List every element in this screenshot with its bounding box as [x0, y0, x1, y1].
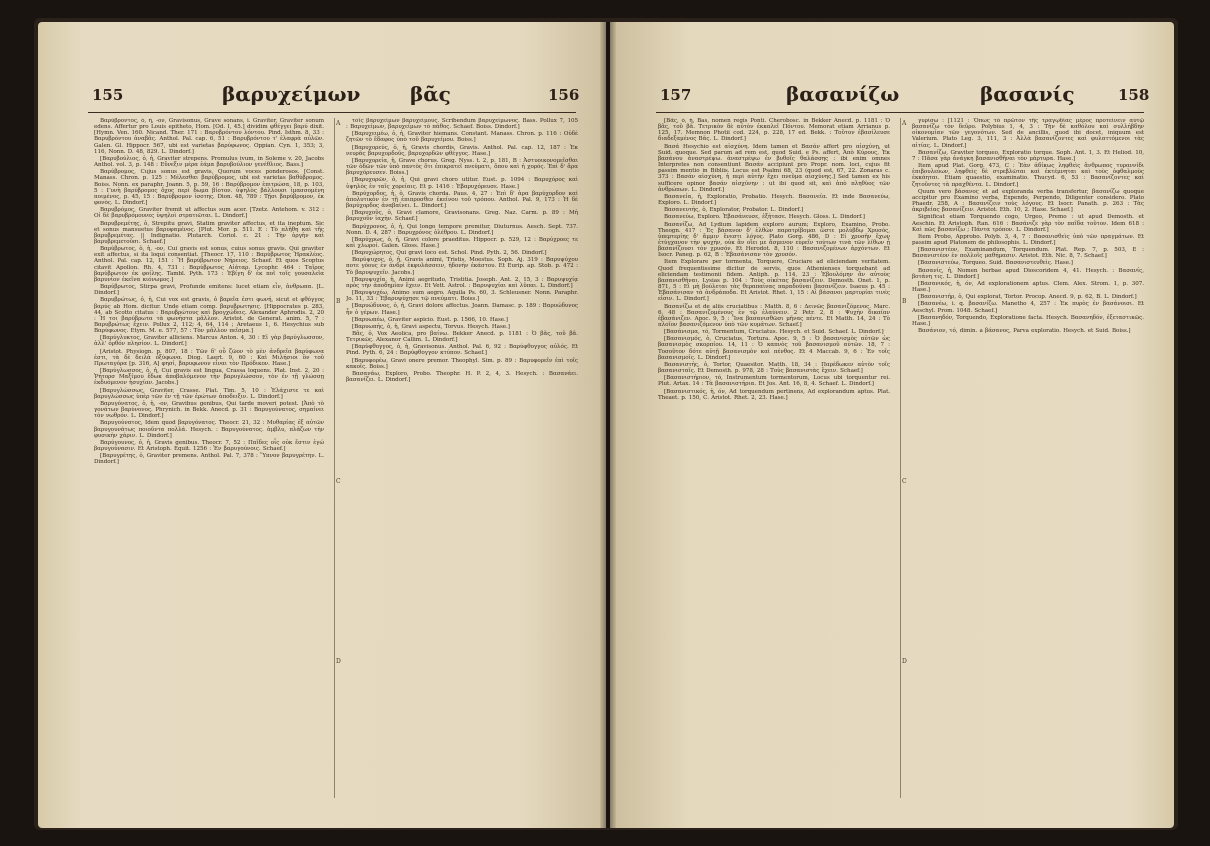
dictionary-entry: [Βαρυγλώσσως, Graviter, Crasse. Plat. Tim. 5, 10 : Ἐλάχιστε τε καὶ βαρυγλώσσως ὑπὲρ τῶν ἐν τῇ τῶν ἐρώτων ἀποδειξιν. L. Dindorf.]: [94, 387, 324, 400]
right-page: [610, 22, 1174, 828]
page-number-155: 155: [92, 86, 124, 104]
margin-letter-a-right: A: [902, 120, 907, 127]
page-number-156: 156: [548, 86, 580, 104]
dictionary-entry: Βαρυβρώτως, ὁ, ἡ, Cui vox est gravis, ὁ βαρεῖα ἐστι φωνή, sicut et φθόγγος βαρύς ab Hom. dicitur. Unde etiam comp. βαρυβρωτησις. [Hippocrates p. 283, 44, ab Scotto citatus : Βαρυβρώτους καὶ βρογχώδεις. Alexander Aphrodis. 2, 20 : Ἡ τοι βαρύβρωτα τὰ φωνήστα μᾶλλον. Aristot. de Generat. anim. 5, 7 : Βαρυβρώτως ἔχειν. Pollux 2, 112; 4, 64, 114 ; Aretaeus 1, 6. Hesychius sub Βαρύφωνος. Etym. M. e. 577, 57 : Τὸν μᾶλλον πεῖσμα.]: [94, 297, 324, 335]
column-left-2: [346, 118, 578, 798]
dictionary-entry: [Aristot. Physiogn. p. 807, 18 : Τῶν δ' οὖ ζῶον τὸ μὲν ἀνδρεῖα βαρύφωνα ἐστι, τὰ δὲ δειλὰ ὀξύφωνα. Diog. Laert. 9, 60 : Καὶ Μιλήσιοι ὃν τοῦ Πρωταγόρα [p. 316, A] φησί, βαρυφωνον εἶναι τὸν Πρόδικον. Hase.]: [94, 348, 324, 367]
dictionary-entry: τοῖς βαρυχείμων βαρυχείμους. Scribendum βαρυχείμωνος. Bass. Pollux 7, 105 : Βαρυχείμων, βαρυχείμων τὸ πάθος. Schaef. Boiss. Dindorf.]: [346, 118, 578, 131]
dictionary-entry: [Βασανιστέον, Examinandum, Torquendum. Plat. Rep. 7, p. 503, E : Βασανιστέον ἐν πολλοῖς μαθήμασιν. Aristot. Eth. Nic. 8, 7. Schaef.]: [912, 247, 1144, 260]
dictionary-entry: [Βαρυωπής, ὁ, ἡ, Gravi aspectu, Torvus. Hesych. Hase.]: [352, 323, 510, 330]
dictionary-entry: [Βασανιστεύω, Torqueo. Suid. Βασανιστευθεὶς. Hase.]: [918, 260, 1073, 267]
dictionary-entry: [Βασανηδόν, Torquendo, Exploratione facta. Hesych. Βασανηδόν, ἐξεταστικῶς. Hase.]: [912, 314, 1144, 327]
column-divider-right: [900, 118, 901, 798]
dictionary-entry: Βαρυγόνατος, ὁ, ἡ, -ον, Gravibus genibus, Qui tarde moveri potest. [Ἀπὸ τὸ γονάτων βαρύνονος. Phrynich. in Bekk. Anecd. p. 31 : Βαρυγούνατος, σημαίνει τὸν νωθρόν. L. Dindorf.]: [94, 400, 324, 420]
dictionary-entry: γυρίσω : [1121 : Ὅπως τὸ πρῶτον τῆς τραγῳδίας μέρος προτείνειν αὐτῷ βασανίζω τὸν δεῦρο. Polybius 1, 4, 3 : Τὴν δὲ καθόλου καὶ συλλήβδην οἰκονομίαν τῶν γεγονότων. Sed de ancillis, quod ibi docet, iniquum est Valerium. Plato Leg. 3, 111, 3 : Ἀλλὰ βασανίζοντες καὶ φυλαττόμενοι τὰς αἰτίας. L. Dindorf.]: [912, 118, 1144, 149]
dictionary-entry: [Βαρύγλυκτος, Graviter alliciens. Marcus Anton. 4, 30 : Εἰ γὰρ βαρύγλωσσον, ἀλλ' ὀρθόν πλησίον. L. Dindorf.]: [94, 335, 324, 348]
dictionary-entry: Βαρυγούνατος, Idem quod βαρυγόνατος. Theocr. 21, 32 : Μυθαρίας ἐξ αὐτῶν βαρυγουνάτως ποιοῦντα πολλά. Hesych. : Βαρυγούνατος. ἀμβλυ, πλάζων τὴν φυσικὴν χάριν. L. Dindorf.]: [94, 420, 324, 439]
dictionary-entry: [Βαρυγρέτης, ὁ, Graviter premens. Anthol. Pal. 7, 378 : Ὕπνον βαρυγρέτην. L. Dindorf.]: [94, 453, 324, 466]
dictionary-entry: [Βαρύφθογγος, ὁ, ἡ, Gravisonus. Anthol. Pal. 6, 92 : Βαρύφθογγος αὐλός. Et Pind. Pyth. 6, 24 : Βαρύφθογγον κτύπον. Schaef.]: [346, 344, 578, 357]
dictionary-entry: Βασά Hesychio est αἰσχύνη. Idem tamen et Βασάν affert pro αἰσχύνῃ, ut Suid. quoque. Sed parum ad rem est, quod Suid. e Ps. affert, Ἀπὸ Κύρους, Ἐκ βασάνου ἀναστρέψω. ἀναστρέψω ἐν βυθοῖς θαλάσσης : ibi enim omnes Interpretes non consentiunt Βασάν accipiunt pro Propr. nom. loci, cujus fit passim mentio in Bibliis. Locus est Psalmi 68, 23 (quod est, 67, 22. Zonaras c. 373 : Βασάν αἰσχύνη, ἡ περὶ αὐτὴν ἔχει πνεῦμα αἰσχύνης.] Sed tamen ex his sufficere opinor βασάν αἰσχύνην : ut ibi quod sit, καὶ ἀπὸ πληθὺος τῶν ἀνθρώπων. L. Dindorf.]: [658, 143, 890, 193]
dictionary-entry: Item Probo, Approbo. Polyb. 3, 4, 7 : Βασανισθεὶς ὑπὸ τῶν πραγμάτων. Et passim apud Platonem de philosophis. L. Dindorf.]: [912, 233, 1144, 246]
dictionary-entry: [Βαρυχοῦς, ὁ, Gravi clamore, Gravisonans. Greg. Naz. Carm. p. 89 : Μὴ βαρυχοῦν ἰαχὴν. Schaef.]: [346, 210, 578, 223]
dictionary-entry: [Βαρυβούλιος, ὁ, ἡ, Graviter strepens. Promulus ivum, in Soleme v. 20, Jacobs Anthol. vol. 3, p. 148 : Εὔνεξιν μὲρα ἐάμα βαρυβούλιον γενέθλιος. Bass.]: [94, 155, 324, 169]
dictionary-entry: [Βαρύχρως, ὁ, ἡ, Gravi colore praeditus. Hippocr. p. 529, 12 : Βαρύχροες τε καὶ χλωροί. Galen. Gloss. Hase.]: [346, 236, 578, 249]
dictionary-entry: [Βασανιστήρ, ὁ, Qui explorat, Tortor. Procop. Anecd. 9, p. 62, B. L. Dindorf.]: [918, 294, 1137, 301]
left-page: [38, 22, 606, 828]
dictionary-entry: [Βαρυχώρητος, Qui gravi loco est. Schol. Pind. Pyth. 2, 56. Dindorf.]: [352, 250, 547, 257]
book-spread: [34, 18, 1178, 830]
dictionary-entry: Βαρύβρωτος, Stirpa gravi, Profunde emitens: lucet etiam εἶν, ἀνθρωπα. [L. Dindorf.]: [94, 284, 324, 297]
dictionary-entry: [Βαρυφορέω, Gravi onere premor. Theophyl. Sim. p. 89 : Βαρυφορεῖν ἐπὶ τοῖς κακοῖς. Boiss.]: [346, 357, 578, 370]
dictionary-entry: Βασανίζω, Ad Lydium lapidem exploro aurum; Exploro, Examino, Probo. Theogn. 417 : Ἐς βάσανον δ' ἐλθὼν παρατρίβομαι ὥστε μολύβδῳ Χρυσός, ὑπερτερίης δ' ἄμμιν ἔνεστι λόγος. Plato Gorg. 486, D : Εἰ χρυσῆν ἔχων ἐτύγχανον τὴν ψυχήν, οὐκ ἂν οἴει με ἄσμενον εὑρεῖν τούτων τινὰ τῶν λίθων ᾗ βασανίζουσι τὸν χρυσόν. Et Herodot. 8, 110 : Βασανιζομένων ἀρχόντων. Et Isocr. Paneg. p. 62, B : Ἐβασάνισαν τὸν χρυσόν.: [658, 221, 890, 259]
headword-right: βασανίζω: [786, 82, 900, 106]
running-head-right: [610, 82, 1174, 116]
dictionary-entry: Βασανιστής, ὁ, Tortor, Quaesitor. Matth. 18, 34 : Παρέδωκεν αὐτὸν τοῖς βασανισταῖς. Et Demosth. p. 978, 28 : Τοὺς βασανιστὰς ἔχειν. Schaef.]: [658, 361, 890, 375]
dictionary-entry: [Βαρυωπέω, Graviter aspicio. Eust. p. 1566, 10. Hase.]: [352, 316, 508, 323]
dictionary-entry: [Βαρυψυχέω, Animo sum aegro. Aquila Ps. 60, 3. Schleusner. Nonn. Paraphr. Jo. 11, 33 : Ἐβαρυψύχησε τῷ πνεύματι. Boiss.]: [346, 290, 578, 303]
dictionary-entry: [Βασανισμός, ὁ, Cruciatus, Tortura. Apoc. 9, 5 : Ὁ βασανισμὸς αὐτῶν ὡς βασανισμὸς σκορπίου. 14, 11 : Ὁ καπνὸς τοῦ βασανισμοῦ αὐτῶν. 18, 7 : Τοσοῦτον δότε αὐτῇ βασανισμὸν καὶ πένθος. Et 4 Maccab. 9, 6 : Ἐν τοῖς βασανισμοῖς. L. Dindorf.]: [658, 336, 890, 361]
dictionary-entry: [Βαρυχειμέω, ὁ, ἡ, Graviter hiemans. Constant. Manass. Chron. p. 116 : Οὐδὲ ζητῶν τὸ ἔδαφος ὑπὸ τοῦ βαρυχείμου. Boiss.]: [346, 131, 578, 144]
margin-letter-a: A: [336, 120, 341, 127]
column-left-1: [94, 118, 324, 798]
margin-letter-c-right: C: [902, 478, 907, 485]
dictionary-entry: Βαρύγουνος, ὁ, ἡ, Gravis genibus. Theocr. 7, 52 : Παῖδες οἷς οὐκ ἔστιν ἐγώ βαρυγούνασιν. Et Aristoph. Equit. 1256 : Ἐν βαρυγούνοις. Schaef.]: [94, 439, 324, 452]
dictionary-entry: Βασανάω, Exploro, Probo. Theophr. H. P. 2, 4, 3. Hesych. : Βασανάει. βασανίζει. L. Dindorf.]: [346, 370, 578, 384]
dictionary-entry: [Βασάνισμα, τό, Tormentum, Cruciatus. Hesych. et Suid. Schaef. L. Dindorf.]: [664, 329, 884, 336]
column-divider: [334, 118, 335, 798]
dictionary-entry: Βᾶς, ὁ, Vox Aeolica, pro βαίνω. Bekker Anecd. p. 1181 : Ὁ βᾶς, τοῦ βᾶ. Τετρικῶς. Alexanor Callim. L. Dindorf.]: [346, 331, 578, 344]
dictionary-entry: [Βασανιστήριον, τό, Instrumentum tormentorum, Locus ubi torquentur rei. Plut. Artax. 14 : Τὰ βασανιστήρια. Et Jos. Ant. 16, 8, 4. Schaef. L. Dindorf.]: [658, 375, 890, 388]
header-rule-right: [656, 112, 1144, 113]
dictionary-entry: Βαρύβρομος, Cujus sonus est gravis, Quorum voces ponderosos. [Const. Manass. Chron. p. 125 : Μέλεσθαι βαρύβρομος, ubi est varietas βαθύβρομος. Boiss. Nonn. ex paraphr. Joann. 5, p. 59, 16 : Βαρύβρομον ἐπιτρώσα, 18, p. 103, 5 : Γυνὴ βαρύβρομος ὄχος περὶ δωμα βίοτον. ὑψηλὸς βάλλουσι ἱμασσομένη ποιμένος, p. 45, 15 : Βαρύβρομον ἰσοτης. Dion. 48, 789 : Τῇσι βαρύβρομον, ἐκ φονὸς. L. Dindorf.]: [94, 169, 324, 207]
headword-left-b: βᾶς: [410, 82, 451, 106]
dictionary-entry: Βασάνιον, τό, dimin. a βάσανος, Parva exploratio. Hesych. et Suid. Boiss.]: [918, 328, 1131, 334]
dictionary-entry: Quum vero βάσανος et ad exploranda verba transfertur, βασανίζω quoque accipitur pro Examino verba, Expendo, Perpendo, Diligenter considero. Plato Phaedr. 258, A : Βασανίζειν τοὺς λόγους. Et Isocr. Panath. p. 263 : Τὰς ἀκριβείας βασανίζειν. Aristot. Eth. 10, 2. Hase. Schaef.]: [912, 188, 1144, 214]
dictionary-entry: Βαρύψυχος, ὁ, ἡ, Gravis animi, Tristis, Moestus. Soph. Aj. 319 : Βαρυψύχου ποτε γόους ἐν ἀνδρὶ ἐκφυλάσσειν, ἡδονὴν ἑκάστου. Et Eurip. ap. Stob. p. 472 : Τὸ βαρυψυχεῖν. Jacobs.]: [346, 257, 578, 276]
dictionary-entry: Item Explorare per tormenta, Torquere, Cruciare ad eliciendam veritatem. Quod frequentissime dicitur de servis, quos Athenienses torquebant ad eliciendam testimonii fidem. Antiph. p. 114, 23 : Ἐβουλόμην ἂν αὐτοὺς βασανισθῆναι. Lysias p. 104 : Τοὺς οἰκέτας βασανίζειν. Demosth. Onet. 1, p. 871, 5 : Εἰ μὴ βούλεται τὰς θεραπαίνας παραδοῦναι βασανίζειν. Isaeus p. 45 : Ἐβασάνισαν τὰ ἀνδράποδα. Et Aristot. Rhet. 1, 15 : Αἱ βάσανοι μαρτυρίαι τινές εἰσιν. L. Dindorf.]: [658, 259, 890, 303]
dictionary-entry: Βαρύβροντος, ὁ, ἡ, -ον, Gravisonus, Grave sonans, i. Graviter, Graviter sonum edens. Affertur pro Louis epitheto, Hom. [Od. I, 45.] dividim φθέγγει βαρύ dixit. [Hymn. Ven. 160. Nicand. Ther. 171 : Βαρυβρόντου λόντου. Pind. Isthm. 8, 33 : Βαρυβρόντου ἀναβᾶς. Anthol. Pal. cap. 6, 51 : Βαρυβρόντου τ' ἐλαφρὰ αὐλῶν. Galen. Gl. Hippocr. 567, ubi est varietas βαρύφωνος. Oppian. Cyn. 1, 353; 3, 116, Nonn. D. 48, 829. L. Dindorf.]: [94, 118, 324, 155]
column-right-1: [658, 118, 890, 798]
dictionary-entry: Βαρύχρονος, ὁ, ἡ, Qui longo tempore premitur, Diuturnus. Aesch. Sept. 737. Nonn. D. 4, 287 : Βαρυχρόνος ὀλέθρου. L. Dindorf.]: [346, 223, 578, 236]
columns-left: [94, 118, 578, 798]
headword-left: βαρυχείμων: [222, 82, 361, 106]
page-number-158: 158: [1118, 86, 1150, 104]
margin-letter-d: D: [336, 658, 341, 665]
dictionary-entry: Βασανίς, ἡ, Nomen herbae apud Dioscoridem 4, 41. Hesych. : Βασανίς, βοτάνη τις. L. Dindorf.]: [912, 267, 1144, 280]
dictionary-entry: [Βαρυχορεία, ἡ, Grave chorus. Greg. Nyss. t. 2, p. 181, B : Ἀστυοικονομεῖσθαι τῶν ὁδῶν τῶν ὑπὸ παντὸς ὅτι ἐπικρατεῖ πνεύματι, ὅπου καὶ ἡ χορός. Ἐπὶ δ' ἄρα βαρυχόρευσεν. Boiss.]: [346, 157, 578, 177]
running-head-left: [38, 82, 606, 116]
dictionary-entry: [Βασανικός, ἡ, όν, Ad explorationem aptus. Clem. Alex. Strom. 1, p. 307. Hase.]: [912, 280, 1144, 294]
dictionary-entry: [Βᾶς, ὁ, ἡ, Bas, nomen regis Ponti. Cherobosc. in Bekker Anecd. p. 1181 : Ὁ βᾶς, τοῦ βᾶ. Τετρικὸν δὲ αὐτὸν ἐκκαλεῖ Πόντου. Memorat etiam Arrianus p. 125, 17. Memnon Photii cod. 224, p. 228, 17 ed. Bekk. : Τοῦτον ἐβασίλευσε διαδεξαμένος Βᾶς. L. Dindorf.]: [658, 118, 890, 143]
dictionary-entry: Βασανευτής, ὁ, Explorator, Probator. L. Dindorf.]: [664, 207, 804, 214]
book-gutter: [600, 22, 616, 828]
dictionary-entry: Βαρύχορδος, ἡ, ὁ, Gravis chorda. Paus. 4, 27 : Ἐπὶ δ' ἀρα βαρύχορδον καὶ ἀπολυτικὸν ἐν τῇ ἐπιπροσθεν ἐκείνου τοῦ τρόπου. Anthol. Pal. 9, 173 : Ἡ δὲ βαρύχορδος ἀναβαίνει. L. Dindorf.]: [346, 190, 578, 210]
dictionary-entry: [Βαρυχορεύς, ὁ, ἡ, Gravis chordis, Gravis. Anthol. Pal. cap. 12, 187 : Ἐκ νευρᾶς βαρυχορδοῦς, βαρυχορδῶν φθέγγος. Hase.]: [346, 144, 578, 157]
dictionary-entry: [Βασανέω, i. q. βασανίζω. Manetho 4, 257 : Ἐκ πυρὸς ἐν βασάνοισι. Et Aeschyl. Prom. 1048. Schaef.]: [912, 301, 1144, 314]
column-right-2: [912, 118, 1144, 798]
dictionary-entry: Βασανίζω, Graviter torqueo, Exploratio torque. Soph. Ant. 1, 3. Et Heliod. 10, 7 : Πᾶσα γὰρ ἀνάγκη βασανισθῆναι τὸν μάρτυρα. Hase.]: [912, 149, 1144, 162]
dictionary-entry: Βαρυβρεμέτης, ὁ, Strepitu gravi, Statim graviter affectus, et ita ineptum. Sic et sonus mansuetus βαρυφαμένος. [Plut. Mor. p. 511. Ε : Τὸ πλῆθη καὶ τῆς βαρυβρεμέτας. || Indignatio. Plutarch. Coriol. c. 21 : Τὴν ὀργὴν καὶ βαρυβρεμετοῦσι. Schaef.]: [94, 220, 324, 245]
dictionary-entry: [Βαρυχορῶν, ὁ, ἡ, Qui gravi choro utitur. Eust. p. 1094 : Βαρυχόρος καὶ ὑψηλὸς ἐν ταῖς χορείαις. Et p. 1416 : Ἐβαρυχόρευσε. Hase.]: [346, 177, 578, 190]
page-number-157: 157: [660, 86, 692, 104]
headword-right-b: βασανίς: [980, 82, 1075, 106]
dictionary-entry: [Βαρυώδυνος, ὁ, ἡ, Gravi dolore affectus. Joann. Damasc. p. 189 : Βαρυώδυνος ἦν ὁ γέρων. Hase.]: [346, 303, 578, 316]
columns-right: [658, 118, 1144, 798]
dictionary-entry: Βασανεία, ἡ, Exploratio, Probatio. Hesych. Βασανεία. Et inde Βασανεύω, Exploro. L. Dindorf.]: [658, 193, 890, 207]
margin-letter-d-right: D: [902, 658, 907, 665]
dictionary-entry: [Βαρύγλωσσος, ὁ, ἡ, Cui gravis est lingua, Crassa loquens. Plat. Inst. 2, 20 : Ῥήτορσ Μαξίμου ἔδωκ ἀποβαλόμενον τὴν βαρυγλώσσον, τὸν ἐν τῇ γλώσσῃ ἐκδυόμενον ἡσυχίαν. Jacobs.]: [94, 368, 324, 387]
header-rule-left: [88, 112, 576, 113]
dictionary-entry: Βασανεύω, Exploro. Ἐβασάνευσε, ἐξήτασε. Hesych. Gloss. L. Dindorf.]: [664, 214, 865, 221]
margin-letter-c: C: [336, 478, 341, 485]
margin-letter-b-right: B: [902, 298, 907, 305]
dictionary-entry: Βαρύβρωτος, ὁ, ἡ, -ον, Cui gravis est sonus, cuius sonus gravis. Qui graviter exit affectus, si ita loqui consentiat. [Theocr. 17, 110 : Βαρύβρωτος Ἡρακλέος. Anthol. Pal. cap. 12, 151 : Ἢ βαρύβρωτον Νήρειος. Schaef. Et quos Scoptus citavit Apollon. Rh. 4, 731 : Βαρύβρωτος Αἰάταρ. Lycophr. 464 : Ταῖρος βαρύβρωτον ἐκ φοίλης. Tambl. Pyth. 173 : Ἐβίγη δ' ἐκ ποῖ τοῖς γουσαλεῖα βαρυνίον ἐκεῖνα κιόνωμος.]: [94, 246, 324, 283]
dictionary-entry: Βασανίζω et de aliis cruciatibus : Matth. 8, 6 : Δεινῶς βασανιζόμενος. Marc. 6, 48 : Βασανιζομένους ἐν τῷ ἐλαύνειν. 2 Petr. 2, 8 : Ψυχὴν δικαίαν ἐβασάνιζεν. Apoc. 9, 5 : Ἵνα βασανισθῶσι μῆνας πέντε. Et Matth. 14, 24 : Τὸ πλοῖον βασανιζόμενον ὑπὸ τῶν κυμάτων. Schaef.]: [658, 303, 890, 328]
dictionary-entry: Βαρυβρόμος, Graviter fremit ut affectus sum acer. [Tzetz. Antehom. v. 312 : Οἱ δὲ βαρυβρόμουνες ὑψηλοὶ στρατιῶται. L. Dindorf.]: [94, 207, 324, 220]
dictionary-entry: Significat etiam Torquendo cogo, Urgeo, Premo : ut apud Demosth. et Aeschin. Et Aristoph. Ran. 616 : Βασάνιζε γὰρ τὸν παῖδα τοῦτον. Idem 618 : Καὶ πῶς βασανίζω ; Πάντα τρόπον. L. Dindorf.]: [912, 214, 1144, 233]
dictionary-entry: Item apud Plat. Gorg. 473, C : Ἐὰν ἀδίκως ληφθεὶς ἄνθρωπος τυραννίδι ἐπιβουλεύων, ληφθεὶς δὲ στρεβλῶται καὶ ἐκτέμνηται καὶ τοὺς ὀφθαλμοὺς ἐκκάηται. Etiam quaestio, examinatio. Thucyd. 6, 53 : Βασανίζοντες καὶ ζητοῦντες τὰ πραχθέντα. L. Dindorf.]: [912, 163, 1144, 188]
margin-letter-b: B: [336, 298, 341, 305]
dictionary-entry: [Βασανιστικός, ἡ, όν, Ad torquendum pertinens, Ad explorandum aptus. Plat. Theaet. p. 150, C. Aristot. Rhet. 2, 23. Hase.]: [658, 388, 890, 401]
dictionary-entry: [Βαρυψυχία, ἡ, Animi aegritudo, Tristitia. Joseph. Ant. 2, 15, 3 : Βαρυψυχίᾳ πρὸς τὴν ἀποδημίαν ἔχειν. Et Vett. Astrol. : Βαρυψυχίαι καὶ λῦπαι. L. Dindorf.]: [346, 276, 578, 289]
